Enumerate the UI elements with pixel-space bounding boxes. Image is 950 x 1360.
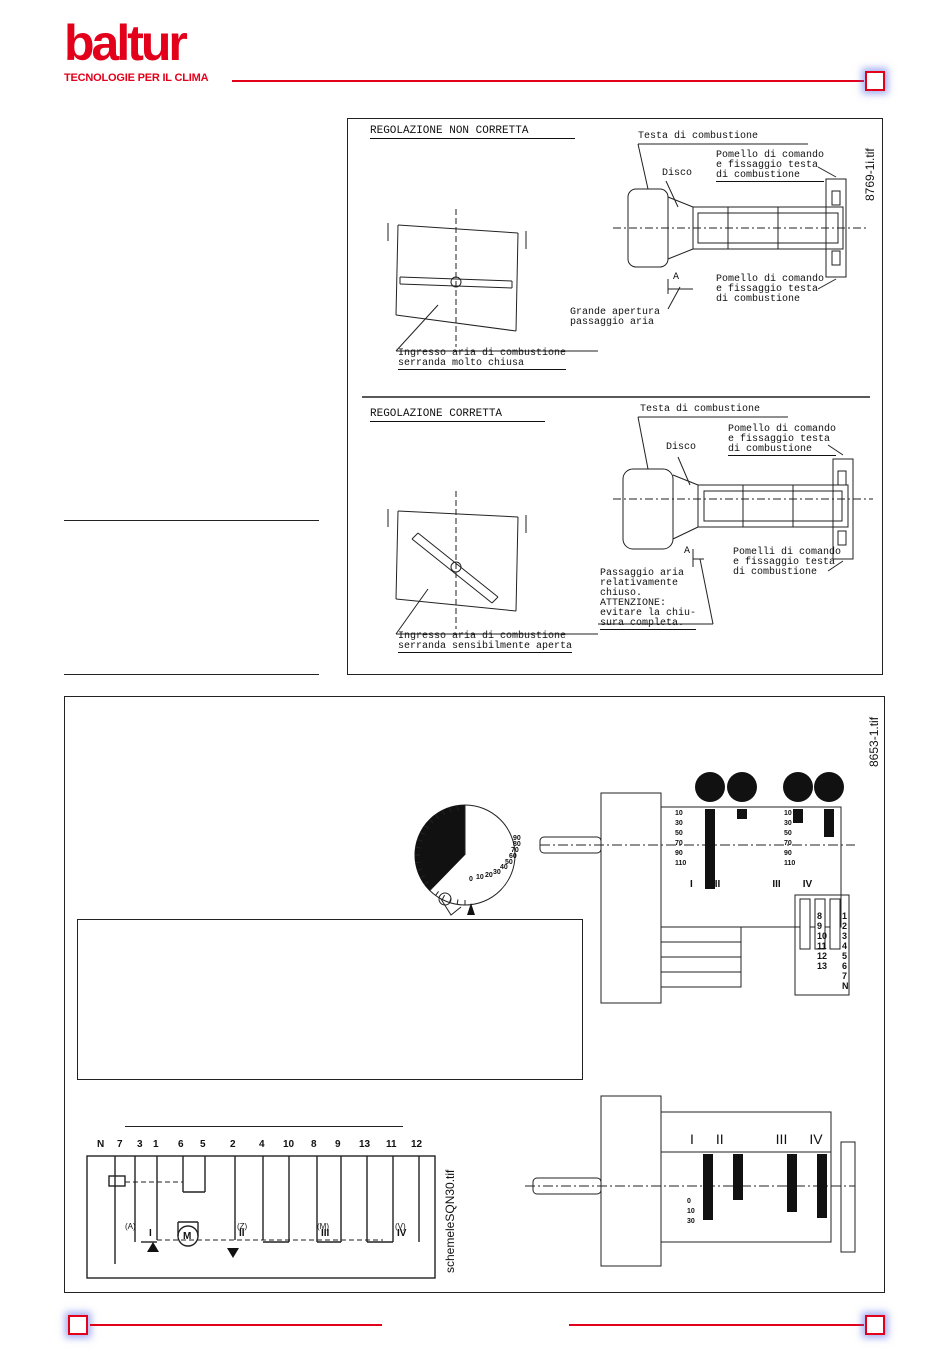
terminal-block-row2: 8 9 10 11 12 13 <box>817 911 828 971</box>
cam-scale-1: 10 30 50 70 90 110 <box>675 810 687 867</box>
brand-tagline: TECNOLOGIE PER IL CLIMA <box>64 72 209 84</box>
schematic-cam-tag-a: (A) <box>125 1222 136 1231</box>
dial-tick-label: 30 <box>493 869 501 876</box>
terminal-label: 2 <box>230 1139 236 1150</box>
dial-tick-label: 80 <box>513 841 521 848</box>
brand-name: baltur <box>64 15 185 71</box>
dial-tick <box>442 895 444 899</box>
correct-air-label: Ingresso aria di combustione serranda sensibilmente aperta <box>398 631 573 652</box>
header-rule <box>232 80 864 82</box>
dial-tick-label: 20 <box>485 872 493 879</box>
incorrect-air-label: Ingresso aria di combustione serranda molto chiusa <box>398 348 567 369</box>
schematic-cam-numeral: I <box>149 1228 152 1239</box>
terminal-label: 7 <box>117 1139 123 1150</box>
footer-rule-left <box>90 1324 382 1326</box>
figure-servomotor <box>64 696 885 1293</box>
servomotor-upper-drawing <box>525 767 865 1017</box>
incorrect-knob-bottom-label: Pomello di comando e fissaggio testa di combustione <box>716 274 825 305</box>
corner-mark-bottom-right <box>865 1315 885 1335</box>
schematic-cam-numeral: III <box>321 1228 330 1239</box>
terminal-label: 12 <box>411 1139 423 1150</box>
terminal-label: 10 <box>283 1139 295 1150</box>
column-rule-lower <box>64 674 319 675</box>
dial-tick-label: 0 <box>469 876 473 883</box>
terminal-label: 8 <box>311 1139 317 1150</box>
schematic-motor-label: M <box>183 1231 192 1242</box>
schematic-cam-numeral: IV <box>397 1228 407 1239</box>
terminal-label: 5 <box>200 1139 206 1150</box>
figure-top-file-id: 8769-1i.tif <box>863 148 877 201</box>
schematic-cam-tag-z: (Z) <box>237 1222 248 1231</box>
terminal-label: 4 <box>259 1139 265 1150</box>
correct-head-label: Testa di combustione <box>640 404 761 415</box>
incorrect-gap-label: Grande apertura passaggio aria <box>570 307 661 328</box>
dial-tick-label: 60 <box>509 853 517 860</box>
figure-bottom-file-id: 8653-1.tif <box>867 716 881 767</box>
incorrect-disc-label: Disco <box>662 168 693 179</box>
cam-scale-lower: 0 10 30 <box>687 1198 695 1225</box>
cam-scale-2: 10 30 50 70 90 110 <box>784 810 796 867</box>
servomotor-lower-drawing <box>525 1092 865 1282</box>
incorrect-knob-top-label: Pomello di comando e fissaggio testa di combustione <box>716 150 825 181</box>
footer-rule-right <box>569 1324 864 1326</box>
dial-tick-label: 70 <box>511 847 519 854</box>
terminal-label: 6 <box>178 1139 184 1150</box>
terminal-label: N <box>97 1139 105 1150</box>
dial-tick-label: 50 <box>505 859 513 866</box>
corner-mark-top-right <box>865 71 885 91</box>
schematic-cam-numeral: II <box>239 1228 245 1239</box>
terminal-label: 1 <box>153 1139 159 1150</box>
correct-dim-label: A <box>684 546 691 557</box>
incorrect-dim-label: A <box>673 272 680 283</box>
schematic-file-id: schemeleSQN30.tif <box>443 1169 457 1273</box>
cam-labels-upper: I II III IV <box>690 879 813 890</box>
schematic-drawing <box>83 1152 443 1284</box>
schematic-cam-tag-m: (M) <box>317 1222 329 1231</box>
dial-tick <box>457 899 458 904</box>
correct-knob-bottom-label: Pomelli di comando e fissaggio testa di combustione <box>733 547 842 578</box>
cam-labels-lower: I II III IV <box>690 1131 823 1147</box>
dial-tick-label: 90 <box>513 835 521 842</box>
figure-combustion-head-adjustment <box>347 118 883 675</box>
schematic-title-rule <box>125 1126 403 1127</box>
dial-tick-label: 10 <box>476 874 484 881</box>
dial-tick-label: 40 <box>500 864 508 871</box>
terminal-label: 3 <box>137 1139 143 1150</box>
schematic-cam-tag-v: (V) <box>395 1222 406 1231</box>
terminal-block-row1: 1 2 3 4 5 6 7 N <box>842 911 849 991</box>
terminal-label: 11 <box>386 1139 397 1150</box>
note-box <box>77 919 583 1080</box>
terminal-label: 13 <box>359 1139 371 1150</box>
terminal-label: 9 <box>335 1139 341 1150</box>
dial-tick <box>436 891 439 895</box>
corner-mark-bottom-left <box>68 1315 88 1335</box>
correct-disc-label: Disco <box>666 442 697 453</box>
brand-logo <box>64 15 214 86</box>
incorrect-head-label: Testa di combustione <box>638 131 759 142</box>
correct-gap-label: Passaggio aria relativamente chiuso. ATTENZIONE: evitare la chiu- sura completa. <box>600 568 697 629</box>
correct-title: REGOLAZIONE CORRETTA <box>370 409 545 422</box>
incorrect-title: REGOLAZIONE NON CORRETTA <box>370 126 575 139</box>
correct-knob-top-label: Pomello di comando e fissaggio testa di combustione <box>728 424 837 455</box>
column-rule-upper <box>64 520 319 521</box>
